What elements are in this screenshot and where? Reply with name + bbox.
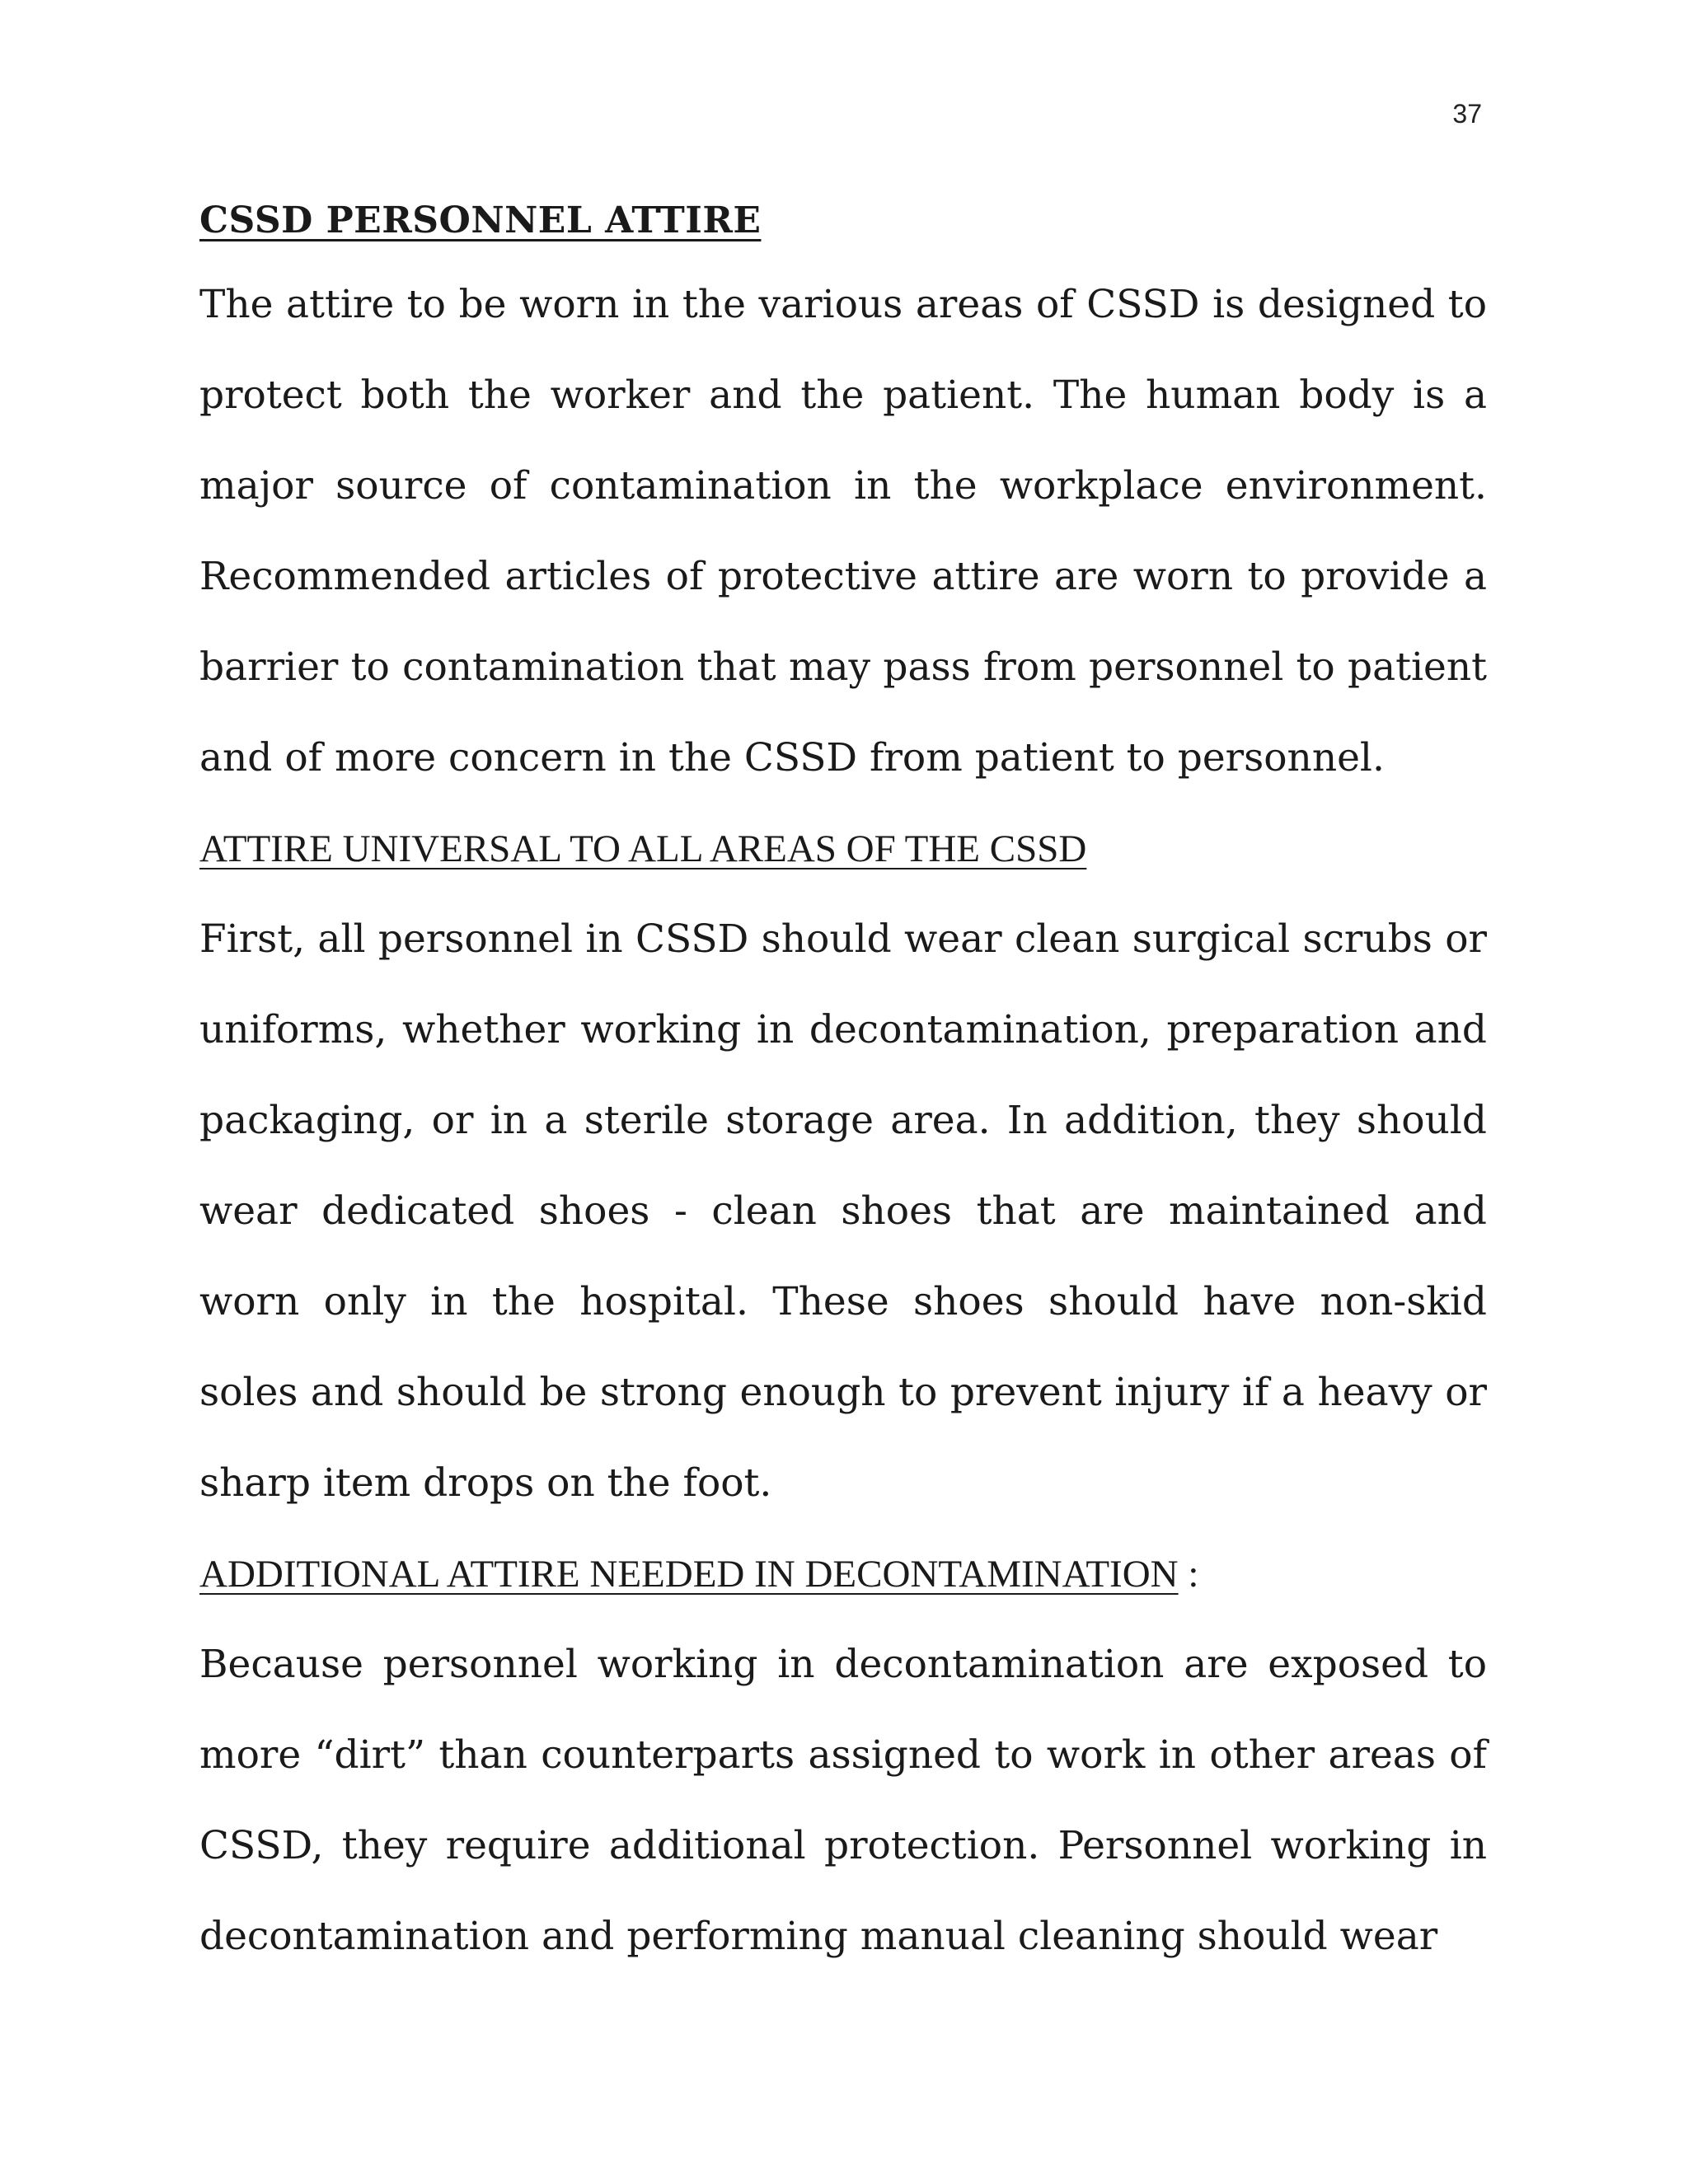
document-title: CSSD PERSONNEL ATTIRE: [199, 199, 762, 241]
page-number: 37: [1452, 99, 1482, 129]
section-heading-universal-attire: [199, 804, 1487, 894]
decontamination-attire-paragraph: Because personnel working in decontamination are exposed to more “dirt” than counterparts assigned to work in other areas of CSSD, they require additional protection. Personnel working in decontamination and performing manual cleaning should wear: [199, 1642, 1487, 1959]
document-body: [199, 196, 1487, 1982]
section-heading-decontamination-suffix: :: [1178, 1553, 1199, 1596]
section-heading-decontamination-attire: [199, 1529, 1487, 1619]
section-heading-decontamination-attire-text: ADDITIONAL ATTIRE NEEDED IN DECONTAMINATION: [199, 1553, 1179, 1596]
intro-paragraph: The attire to be worn in the various areas of CSSD is designed to protect both the worker and the patient. The human body is a major source of contamination in the workplace environment. Recommended articles of protective attire are worn to provide a barrier to contamination that may pass from personnel to patient and of more concern in the CSSD from patient to personnel.: [199, 282, 1487, 780]
universal-attire-paragraph: First, all personnel in CSSD should wear clean surgical scrubs or uniforms, whether working in decontamination, preparation and packaging, or in a sterile storage area. In addition, they should wear dedicated shoes - clean shoes that are maintained and worn only in the hospital. These shoes should have non-skid soles and should be strong enough to prevent injury if a heavy or sharp item drops on the foot.: [199, 916, 1487, 1506]
section-heading-universal-attire-text: ATTIRE UNIVERSAL TO ALL AREAS OF THE CSSD: [199, 827, 1087, 870]
